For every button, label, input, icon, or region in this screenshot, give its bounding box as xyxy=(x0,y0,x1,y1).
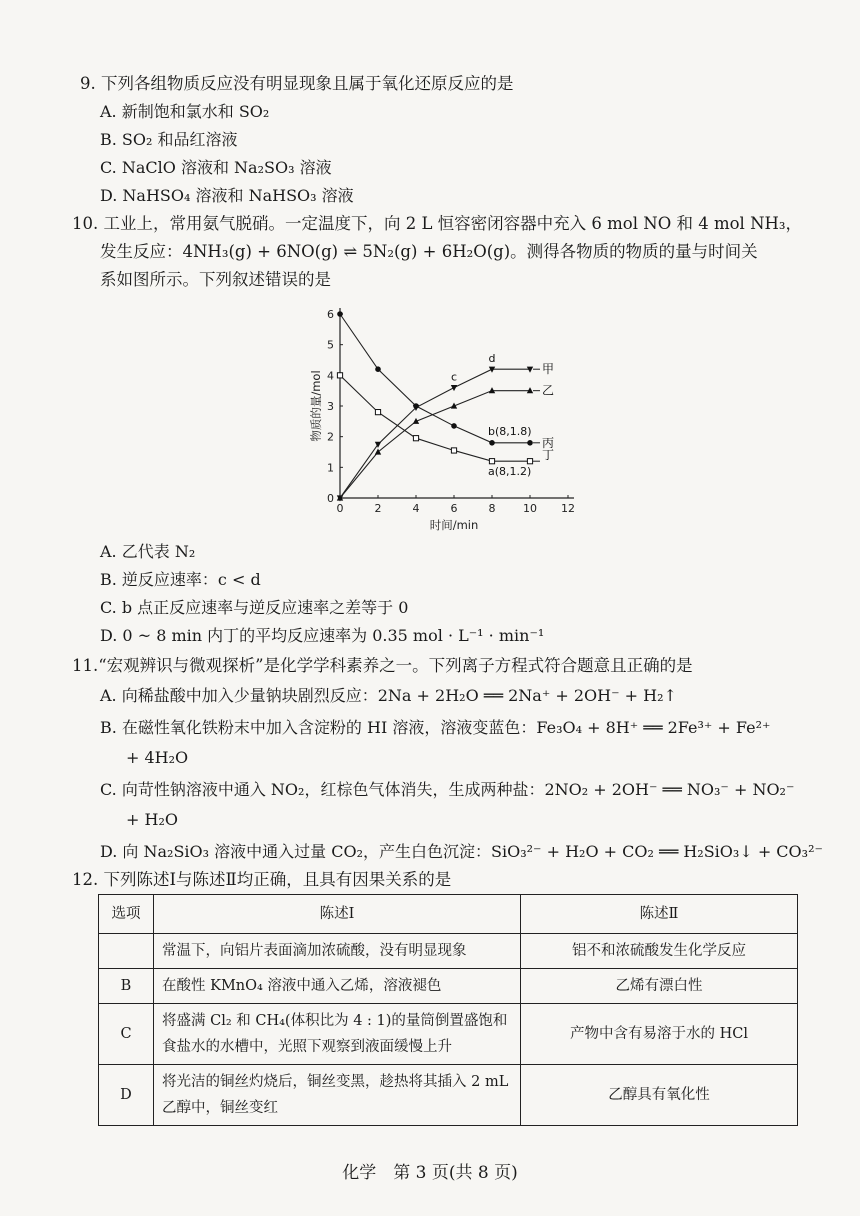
x-axis-label: 时间/min xyxy=(429,518,479,532)
data-point xyxy=(451,448,456,453)
question-11-stem: 11.“宏观辨识与微观探析”是化学学科素养之一。下列离子方程式符合题意且正确的是 xyxy=(72,656,693,675)
row-statement-1: 将光洁的铜丝灼烧后，铜丝变黑，趁热将其插入 2 mL乙醇中，铜丝变红 xyxy=(154,1065,521,1126)
question-11-option-c-line2: + H₂O xyxy=(126,810,178,829)
point-annotation: a(8,1.2) xyxy=(488,465,532,479)
question-10-option-c: C. b 点正反应速率与逆反应速率之差等于 0 xyxy=(100,598,409,617)
series-label-丙: 丙 xyxy=(542,435,555,450)
data-point xyxy=(337,311,343,317)
table-row xyxy=(99,1004,798,1065)
series-line-丙 xyxy=(340,314,530,443)
header-option: 选项 xyxy=(99,895,154,934)
row-key: D xyxy=(99,1065,154,1126)
page-footer: 化学 第 3 页(共 8 页) xyxy=(342,1163,518,1183)
row-statement-2: 乙醇具有氧化性 xyxy=(521,1065,798,1126)
x-tick-label: 4 xyxy=(412,502,420,515)
row-statement-1: 在酸性 KMnO₄ 溶液中通入乙烯，溶液褪色 xyxy=(154,969,521,1004)
row-statement-1: 常温下，向铝片表面滴加浓硫酸，没有明显现象 xyxy=(154,934,521,969)
question-11-option-b-line2: + 4H₂O xyxy=(126,748,189,767)
data-point xyxy=(413,436,418,441)
row-key: C xyxy=(99,1004,154,1065)
question-9-option-d: D. NaHSO₄ 溶液和 NaHSO₃ 溶液 xyxy=(100,186,354,205)
point-annotation: c xyxy=(450,370,458,384)
table-header-row xyxy=(99,895,798,934)
data-point xyxy=(375,410,380,415)
question-9-stem: 9. 下列各组物质反应没有明显现象且属于氧化还原反应的是 xyxy=(80,74,514,93)
question-9-option-c: C. NaClO 溶液和 Na₂SO₃ 溶液 xyxy=(100,158,332,177)
row-statement-2: 产物中含有易溶于水的 HCl xyxy=(521,1004,798,1065)
question-10-stem-line1: 10. 工业上，常用氨气脱硝。一定温度下，向 2 L 恒容密闭容器中充入 6 mol NO 和 4 mol NH₃， xyxy=(72,214,803,233)
question-11-option-a: A. 向稀盐酸中加入少量钠块剧烈反应：2Na + 2H₂O ══ 2Na⁺ + 2OH⁻ + H₂↑ xyxy=(100,686,677,705)
point-annotation: b(8,1.8) xyxy=(488,424,532,438)
y-tick-label: 1 xyxy=(327,461,334,475)
point-annotation: d xyxy=(488,352,496,366)
row-statement-1: 将盛满 Cl₂ 和 CH₄(体积比为 4 : 1)的量筒倒置盛饱和食盐水的水槽中，光照下观察到液面缓慢上升 xyxy=(154,1004,521,1065)
data-point xyxy=(413,403,419,409)
data-point xyxy=(527,459,532,464)
question-11-option-d: D. 向 Na₂SiO₃ 溶液中通入过量 CO₂，产生白色沉淀：SiO₃²⁻ + H₂O + CO₂ ══ H₂SiO₃↓ + CO₃²⁻ xyxy=(100,842,823,861)
x-tick-label: 10 xyxy=(523,502,537,515)
reaction-chart xyxy=(300,296,600,536)
row-statement-2: 乙烯有漂白性 xyxy=(521,969,798,1004)
x-tick-label: 8 xyxy=(488,502,496,515)
header-statement-1: 陈述Ⅰ xyxy=(154,895,521,934)
question-12-stem: 12. 下列陈述Ⅰ与陈述Ⅱ均正确，且具有因果关系的是 xyxy=(72,870,452,889)
data-point xyxy=(527,440,533,446)
question-10-option-a: A. 乙代表 N₂ xyxy=(100,542,196,561)
data-point xyxy=(489,440,495,446)
row-key xyxy=(99,934,154,969)
row-key: B xyxy=(99,969,154,1004)
table-row xyxy=(99,934,798,969)
question-10-stem-line3: 系如图所示。下列叙述错误的是 xyxy=(100,270,331,289)
row-statement-2: 铝不和浓硫酸发生化学反应 xyxy=(521,934,798,969)
y-tick-label: 0 xyxy=(327,492,334,505)
x-tick-label: 2 xyxy=(374,502,382,515)
statement-table xyxy=(98,894,798,1126)
question-10-stem-line2: 发生反应：4NH₃(g) + 6NO(g) ⇌ 5N₂(g) + 6H₂O(g)。测得各物质的物质的量与时间关 xyxy=(100,242,758,261)
table-row xyxy=(99,969,798,1004)
data-point xyxy=(451,385,457,391)
question-10-option-b: B. 逆反应速率：c < d xyxy=(100,570,261,589)
y-tick-label: 6 xyxy=(327,308,334,321)
question-11-option-b-line1: B. 在磁性氧化铁粉末中加入含淀粉的 HI 溶液，溶液变蓝色：Fe₃O₄ + 8H⁺ ══ 2Fe³⁺ + Fe²⁺ xyxy=(100,718,771,737)
data-point xyxy=(489,459,494,464)
question-11-option-c-line1: C. 向苛性钠溶液中通入 NO₂，红棕色气体消失，生成两种盐：2NO₂ + 2OH⁻ ══ NO₃⁻ + NO₂⁻ xyxy=(100,780,795,799)
series-label-乙: 乙 xyxy=(542,383,555,398)
data-point xyxy=(375,366,381,372)
y-tick-label: 2 xyxy=(327,430,334,444)
y-tick-label: 4 xyxy=(327,369,334,383)
question-9-option-a: A. 新制饱和氯水和 SO₂ xyxy=(100,102,270,121)
x-tick-label: 12 xyxy=(561,502,575,515)
question-10-option-d: D. 0 ~ 8 min 内丁的平均反应速率为 0.35 mol · L⁻¹ · min⁻¹ xyxy=(100,626,545,645)
x-tick-label: 6 xyxy=(450,502,458,515)
y-tick-label: 3 xyxy=(327,400,334,413)
data-point xyxy=(375,449,381,455)
header-statement-2: 陈述Ⅱ xyxy=(521,895,798,934)
y-tick-label: 5 xyxy=(327,338,334,352)
y-axis-label: 物质的量/mol xyxy=(309,370,323,442)
x-tick-label: 0 xyxy=(336,502,344,515)
series-line-丁 xyxy=(340,375,530,461)
question-9-option-b: B. SO₂ 和品红溶液 xyxy=(100,130,238,149)
data-point xyxy=(451,423,457,429)
table-row xyxy=(99,1065,798,1126)
series-label-丁: 丁 xyxy=(542,448,555,463)
series-label-甲: 甲 xyxy=(542,362,555,377)
data-point xyxy=(337,373,342,378)
